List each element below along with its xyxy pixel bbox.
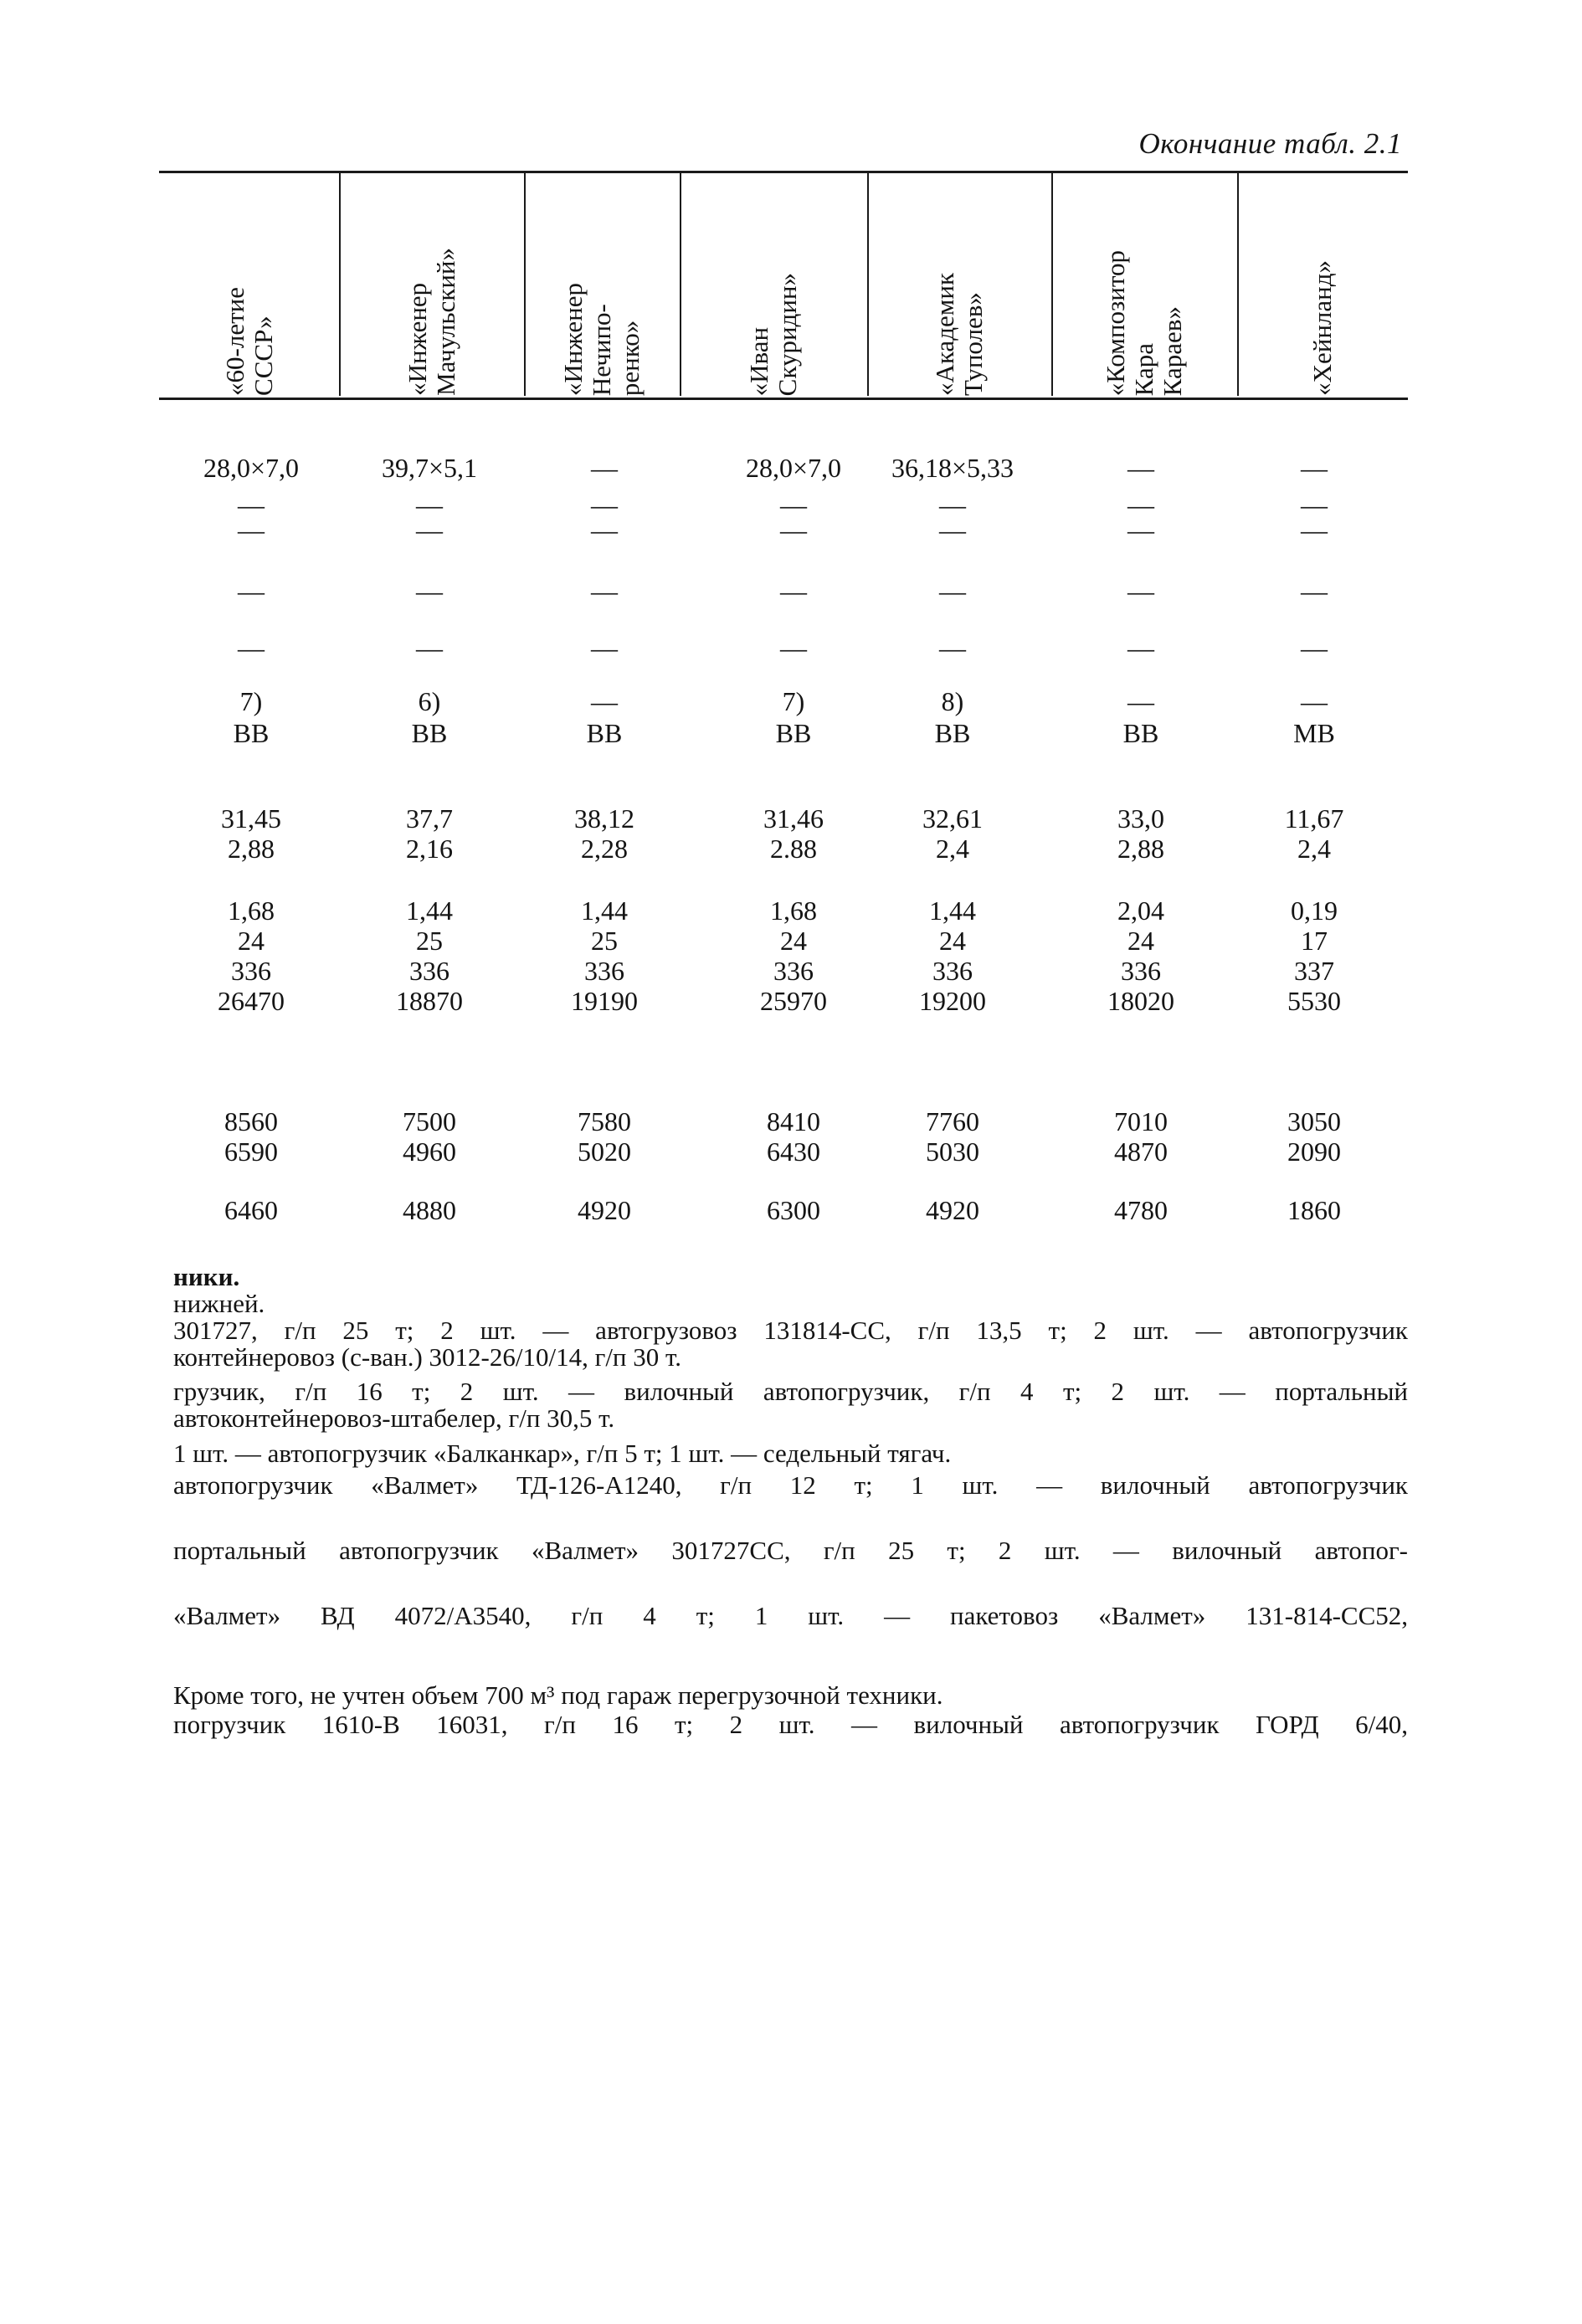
table-cell: 4960 — [403, 1136, 456, 1167]
table-cell: 7500 — [403, 1106, 456, 1136]
table-cell: 2,16 — [406, 834, 453, 864]
table-cell: 24 — [939, 926, 966, 956]
table-cell: — — [1301, 633, 1328, 663]
note-line: 1 шт. — автопогрузчик «Балканкар», г/п 5 т; 1 шт. — седельный тягач. — [173, 1439, 952, 1468]
table-cell: 5020 — [578, 1136, 631, 1167]
table-cell: — — [591, 686, 618, 716]
table-cell: 1,44 — [406, 895, 453, 926]
table-cell: 6) — [418, 686, 441, 716]
table-cell: — — [591, 453, 618, 483]
column-header-label: «Инженер Мачульский» — [402, 248, 460, 396]
table-cell: — — [939, 633, 966, 663]
table-cell: 11,67 — [1284, 803, 1344, 834]
table-caption: Окончание табл. 2.1 — [1138, 127, 1402, 160]
table-cell: 2,88 — [1117, 834, 1164, 864]
table-header-rule — [159, 398, 1408, 400]
table-cell: — — [1127, 453, 1154, 483]
table-cell: 2,04 — [1117, 895, 1164, 926]
table-cell: — — [780, 576, 807, 606]
table-cell: — — [238, 633, 265, 663]
table-cell: 6300 — [767, 1195, 820, 1225]
note-line: погрузчик 1610-В 16031, г/п 16 т; 2 шт. — вилочный автопогрузчик ГОРД 6/40, — [173, 1710, 1408, 1739]
table-cell: 336 — [231, 956, 271, 986]
table-cell: 6590 — [224, 1136, 278, 1167]
table-cell: — — [416, 515, 443, 545]
column-header-label: «Композитор Кара Караев» — [1101, 249, 1187, 396]
note-line: Кроме того, не учтен объем 700 м³ под гараж перегрузочной техники. — [173, 1680, 943, 1710]
table-cell: 4780 — [1114, 1195, 1168, 1225]
table-cell: 336 — [584, 956, 624, 986]
table-cell: — — [591, 576, 618, 606]
table-cell: 25 — [416, 926, 443, 956]
note-line: контейнеровоз (с-ван.) 3012-26/10/14, г/п 30 т. — [173, 1342, 681, 1372]
table-cell: 36,18×5,33 — [891, 453, 1014, 483]
column-header-inzhener-nechiporenko — [524, 173, 680, 396]
column-header-inzhener-machulskiy — [339, 173, 524, 396]
table-cell: — — [780, 515, 807, 545]
note-line: ники. — [173, 1262, 240, 1291]
table-cell: — — [416, 576, 443, 606]
table-cell: 6430 — [767, 1136, 820, 1167]
column-header-label: «60-летие СССР» — [219, 287, 278, 396]
table-cell: 7) — [782, 686, 805, 716]
column-header-label: «Инженер Нечипо- ренко» — [558, 282, 645, 396]
table-cell: 8560 — [224, 1106, 278, 1136]
table-cell: 1,68 — [770, 895, 817, 926]
table-cell: ВВ — [233, 718, 270, 748]
table-cell: 2,4 — [936, 834, 969, 864]
note-line: портальный автопогрузчик «Валмет» 301727СС, г/п 25 т; 2 шт. — вилочный автопог- — [173, 1536, 1408, 1565]
column-header-ivan-skuridin — [680, 173, 867, 396]
table-cell: 336 — [1121, 956, 1161, 986]
table-cell: 4870 — [1114, 1136, 1168, 1167]
table-cell: 5030 — [926, 1136, 979, 1167]
table-cell: — — [780, 490, 807, 520]
table-cell: 336 — [773, 956, 814, 986]
table-cell: — — [1127, 633, 1154, 663]
table-cell: — — [1301, 686, 1328, 716]
table-cell: — — [591, 515, 618, 545]
table-cell: — — [1301, 515, 1328, 545]
table-cell: 2,88 — [228, 834, 275, 864]
table-cell: — — [1301, 490, 1328, 520]
table-cell: ВВ — [1122, 718, 1159, 748]
table-cell: 32,61 — [922, 803, 983, 834]
column-header-label: «Хейнланд» — [1307, 260, 1337, 396]
table-cell: 4920 — [578, 1195, 631, 1225]
note-line: автопогрузчик «Валмет» ТД-126-А1240, г/п 12 т; 1 шт. — вилочный автопогрузчик — [173, 1470, 1408, 1500]
table-cell: 18870 — [396, 986, 463, 1016]
table-cell: — — [939, 490, 966, 520]
table-cell: 8410 — [767, 1106, 820, 1136]
table-cell: 24 — [1127, 926, 1154, 956]
table-cell: ВВ — [934, 718, 971, 748]
table-cell: 1,68 — [228, 895, 275, 926]
table-cell: — — [1301, 453, 1328, 483]
table-cell: — — [1301, 576, 1328, 606]
table-cell: 18020 — [1107, 986, 1174, 1016]
table-cell: 8) — [941, 686, 964, 716]
table-cell: 19200 — [919, 986, 986, 1016]
table-cell: — — [416, 633, 443, 663]
table-cell: 7010 — [1114, 1106, 1168, 1136]
note-line: автоконтейнеровоз-штабелер, г/п 30,5 т. — [173, 1403, 615, 1433]
table-cell: 33,0 — [1117, 803, 1164, 834]
table-cell: 5530 — [1287, 986, 1341, 1016]
table-cell: 7580 — [578, 1106, 631, 1136]
note-line: грузчик, г/п 16 т; 2 шт. — вилочный автопогрузчик, г/п 4 т; 2 шт. — портальный — [173, 1377, 1408, 1406]
table-cell: 7) — [239, 686, 263, 716]
table-cell: 6460 — [224, 1195, 278, 1225]
table-cell: 3050 — [1287, 1106, 1341, 1136]
table-cell: — — [1127, 686, 1154, 716]
table-cell: 1,44 — [581, 895, 628, 926]
table-cell: 337 — [1294, 956, 1334, 986]
column-header-label: «Академик Туполев» — [930, 272, 988, 396]
table-cell: 1860 — [1287, 1195, 1341, 1225]
column-header-kheynland — [1237, 173, 1408, 396]
column-header-60-letie-sssr — [159, 173, 339, 396]
table-cell: 24 — [780, 926, 807, 956]
note-line: 301727, г/п 25 т; 2 шт. — автогрузовоз 131814-СС, г/п 13,5 т; 2 шт. — автопогрузчик — [173, 1316, 1408, 1345]
table-cell: — — [416, 490, 443, 520]
column-header-kompozitor-kara-karaev — [1051, 173, 1237, 396]
table-cell: 25 — [591, 926, 618, 956]
table-cell: 0,19 — [1291, 895, 1338, 926]
table-cell: 336 — [932, 956, 973, 986]
table-cell: 28,0×7,0 — [203, 453, 300, 483]
table-cell: 4880 — [403, 1195, 456, 1225]
column-header-akademik-tupolev — [867, 173, 1051, 396]
table-cell: — — [591, 633, 618, 663]
table-cell: 7760 — [926, 1106, 979, 1136]
table-cell: 39,7×5,1 — [381, 453, 478, 483]
table-cell: 31,45 — [221, 803, 281, 834]
note-line: нижней. — [173, 1289, 265, 1318]
table-cell: 2.88 — [770, 834, 817, 864]
table-cell: — — [939, 576, 966, 606]
table-cell: — — [939, 515, 966, 545]
table-cell: 2,28 — [581, 834, 628, 864]
table-cell: ВВ — [411, 718, 448, 748]
table-cell: — — [1127, 515, 1154, 545]
table-cell: 31,46 — [763, 803, 824, 834]
table-cell: 2,4 — [1297, 834, 1331, 864]
table-cell: — — [238, 490, 265, 520]
table-cell: 28,0×7,0 — [745, 453, 842, 483]
table-cell: — — [238, 576, 265, 606]
table-cell: — — [238, 515, 265, 545]
table-cell: 2090 — [1287, 1136, 1341, 1167]
table-cell: 1,44 — [929, 895, 976, 926]
table-cell: 4920 — [926, 1195, 979, 1225]
table-cell: 37,7 — [406, 803, 453, 834]
column-header-label: «Иван Скуридин» — [744, 272, 802, 396]
table-cell: 25970 — [760, 986, 827, 1016]
table-cell: 19190 — [571, 986, 638, 1016]
table-cell: 24 — [238, 926, 265, 956]
table-cell: — — [1127, 576, 1154, 606]
table-cell: МВ — [1293, 718, 1335, 748]
table-cell: 336 — [409, 956, 449, 986]
note-line: «Валмет» ВД 4072/А3540, г/п 4 т; 1 шт. — пакетовоз «Валмет» 131-814-СС52, — [173, 1601, 1408, 1630]
table-cell: — — [591, 490, 618, 520]
table-cell: ВВ — [775, 718, 812, 748]
table-cell: — — [780, 633, 807, 663]
table-cell: 17 — [1301, 926, 1328, 956]
table-cell: 26470 — [218, 986, 285, 1016]
table-cell: 38,12 — [574, 803, 634, 834]
table-cell: — — [1127, 490, 1154, 520]
table-cell: ВВ — [586, 718, 623, 748]
